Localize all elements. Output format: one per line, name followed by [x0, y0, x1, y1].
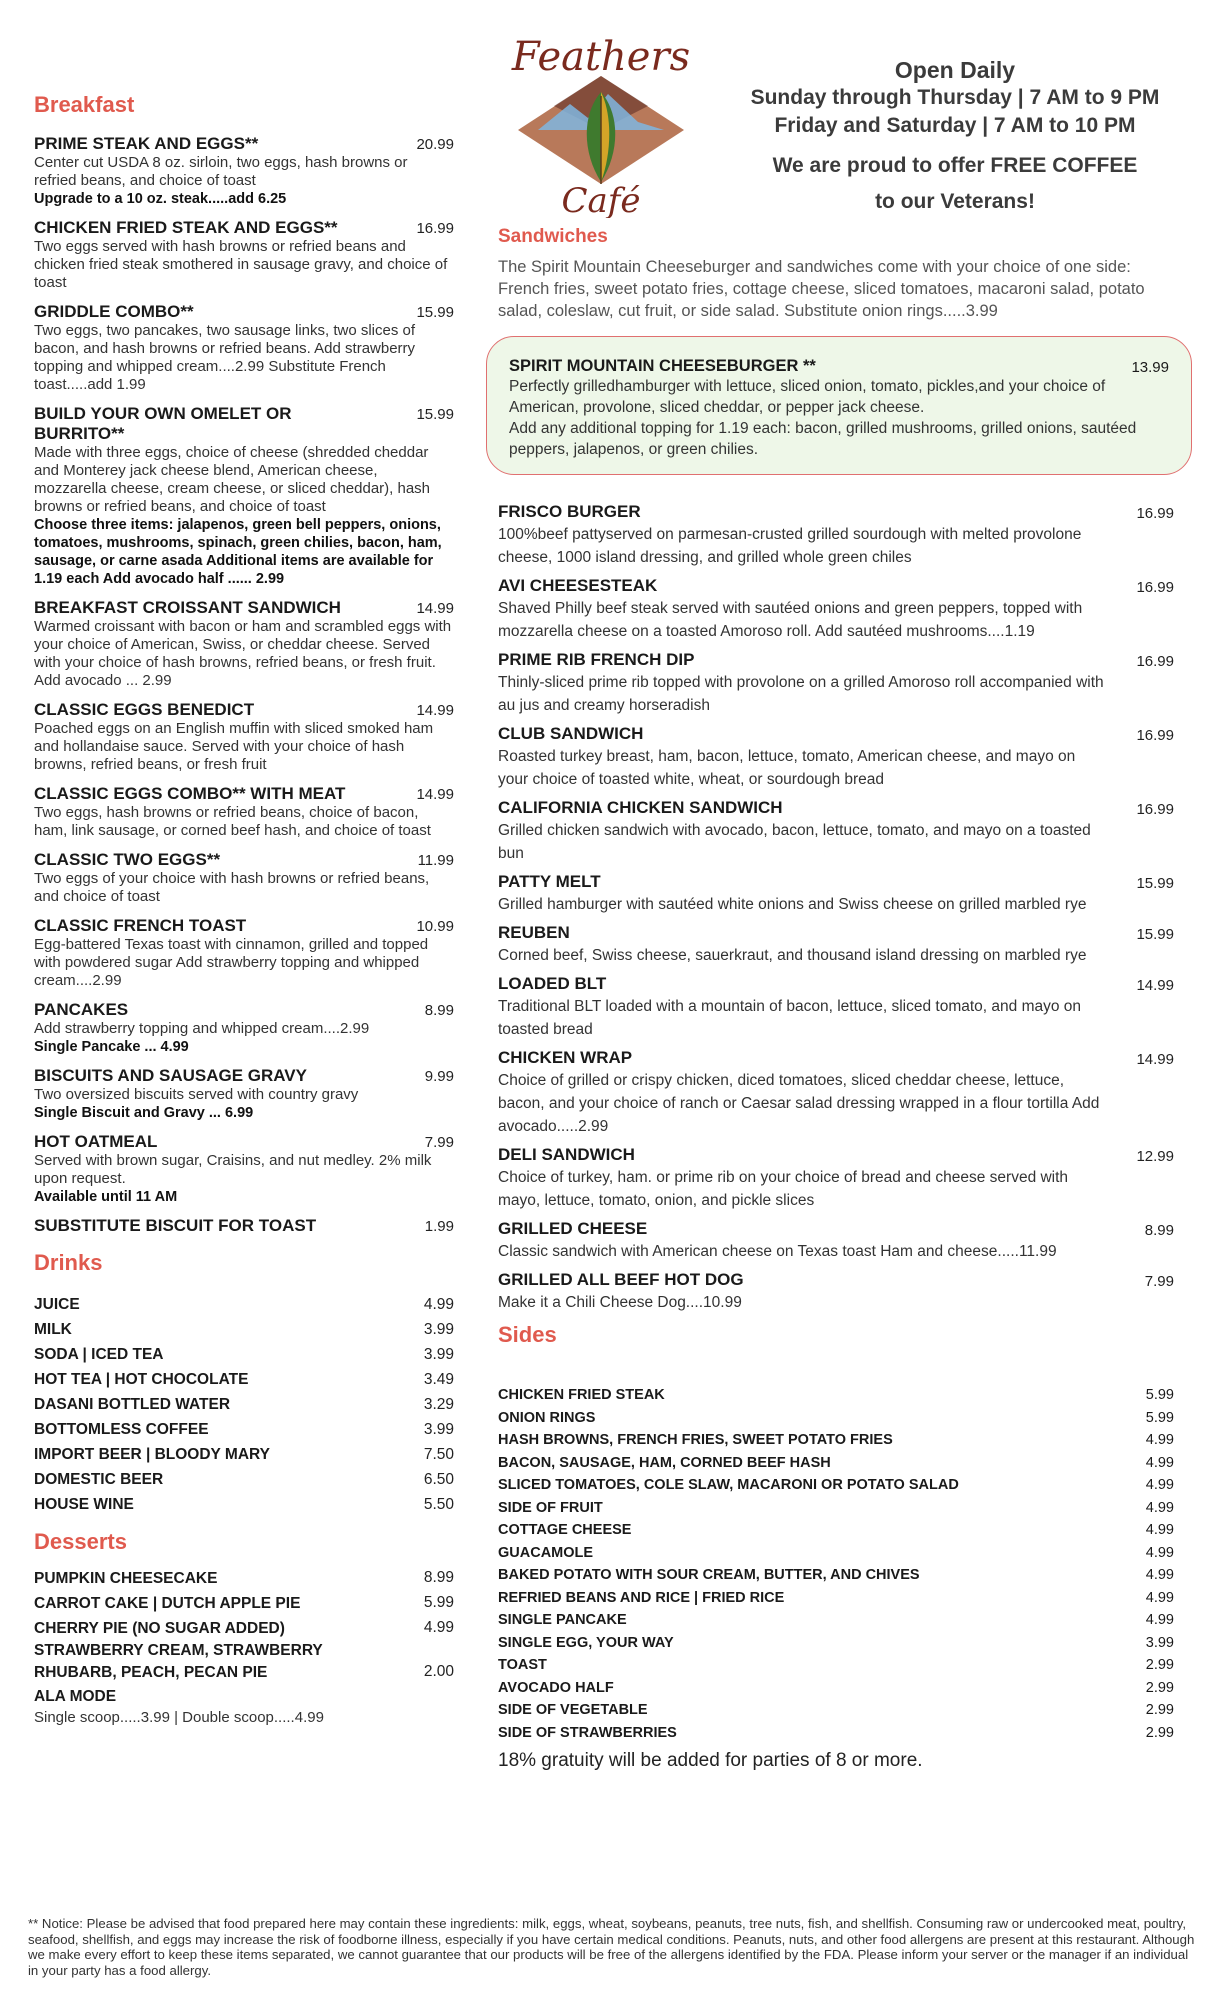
item-price: 16.99 [1136, 505, 1174, 522]
item-desc: Warmed croissant with bacon or ham and scrambled eggs with your choice of American, Swiss, or cheddar cheese. Served with your choice of hash browns, refried beans, or fresh fruit. Add avocado ... 2.99 [34, 618, 452, 689]
side-row [498, 1699, 1184, 1722]
item-desc: Egg-battered Texas toast with cinnamon, grilled and topped with powdered sugar Add strawberry topping and whipped cream....2.99 [34, 936, 429, 989]
drink-name: HOUSE WINE [34, 1496, 134, 1513]
side-row [498, 1564, 1184, 1587]
side-price: 2.99 [1145, 1657, 1174, 1673]
sides-list [498, 1384, 1184, 1744]
side-name: SIDE OF STRAWBERRIES [498, 1724, 677, 1741]
svg-text:Café: Café [561, 181, 641, 218]
drink-row [34, 1492, 454, 1517]
item-desc: Grilled hamburger with sautéed white onions and Swiss cheese on grilled marbled rye [498, 896, 1087, 913]
veterans-line-1: We are proud to offer FREE COFFEE [772, 154, 1138, 177]
side-price: 4.99 [1145, 1522, 1174, 1538]
drink-price: 6.50 [423, 1471, 454, 1488]
item-desc: Choice of turkey, ham. or prime rib on your choice of bread and cheese served with mayo, lettuce, tomato, onion, and pickle slices [498, 1169, 1069, 1209]
item-desc: Thinly-sliced prime rib topped with provolone on a grilled Amoroso roll accompanied with au jus and creamy horseradish [498, 674, 1104, 714]
menu-item [498, 1218, 1184, 1263]
allergen-notice: ** Notice: Please be advised that food prepared here may contain these ingredients: milk, eggs, wheat, soybeans, peanuts, tree nuts, fish, and shellfish. Consuming raw or undercooked meat, poultry, seafood, shellfish, and eggs may increase the risk of foodborne illness, especially if you have certain medical conditions. Peanuts, nuts, and other food allergens are present at this restaurant. Although we make every effort to keep these items separated, we cannot guarantee that our products will be free of the allergens identified by the FDA. Please inform your server or the manager if an individual in your party has a food allergy. [28, 1916, 1195, 1978]
side-price: 4.99 [1145, 1454, 1174, 1471]
dessert-price: 5.99 [423, 1594, 454, 1611]
item-price: 15.99 [1136, 926, 1174, 943]
side-price: 4.99 [1145, 1589, 1174, 1606]
menu-item [498, 1047, 1184, 1138]
side-name: REFRIED BEANS AND RICE | FRIED RICE [498, 1589, 785, 1606]
item-name: PATTY MELT [498, 872, 601, 891]
side-row [498, 1632, 1184, 1655]
side-price: 5.99 [1145, 1387, 1174, 1403]
item-desc: Two eggs served with hash browns or refried beans and chicken fried steak smothered in sausage gravy, and choice of toast [34, 238, 448, 291]
menu-item [498, 649, 1184, 717]
side-price: 5.99 [1145, 1409, 1174, 1426]
menu-item [34, 598, 454, 690]
drink-row [34, 1442, 454, 1467]
item-price: 15.99 [1136, 875, 1174, 892]
menu-item [498, 922, 1184, 967]
dessert-row [34, 1565, 454, 1590]
side-row [498, 1452, 1184, 1475]
drink-price: 3.99 [423, 1321, 454, 1338]
item-price: 16.99 [1136, 579, 1174, 596]
hours-line-1: Open Daily [894, 57, 1016, 83]
featured-desc-2: Add any additional topping for 1.19 each: bacon, grilled mushrooms, grilled onions, sautéed peppers, jalapenos, or green chilies. [509, 420, 1137, 458]
item-extra: Single Pancake ... 4.99 [34, 1039, 189, 1055]
item-price: 11.99 [417, 852, 454, 869]
item-desc: Poached eggs on an English muffin with sliced smoked ham and hollandaise sauce. Served with your choice of hash browns, refried beans, or fresh fruit [34, 720, 434, 773]
drink-price: 4.99 [423, 1296, 454, 1313]
item-price: 8.99 [424, 1002, 454, 1019]
right-column [498, 226, 1184, 1772]
item-name: GRILLED CHEESE [498, 1219, 648, 1238]
item-price: 8.99 [1144, 1222, 1174, 1239]
side-name: AVOCADO HALF [498, 1679, 614, 1696]
dessert-row [34, 1640, 454, 1684]
item-desc: Choice of grilled or crispy chicken, diced tomatoes, sliced cheddar cheese, lettuce, bacon, and your choice of ranch or Caesar salad dressing wrapped in a flour tortilla Add avocado.....2.99 [498, 1072, 1100, 1135]
menu-item [34, 1216, 454, 1236]
hours-block [716, 56, 1194, 220]
menu-item [34, 700, 454, 774]
drink-price: 5.50 [423, 1496, 454, 1513]
item-price: 15.99 [416, 406, 454, 423]
item-desc: Made with three eggs, choice of cheese (shredded cheddar and Monterey jack cheese blend, American cheese, mozzarella cheese, cream cheese, or sliced cheddar), hash browns or refried beans, and choice of toast [34, 444, 431, 515]
drink-name: IMPORT BEER | BLOODY MARY [34, 1446, 270, 1463]
item-price: 14.99 [416, 702, 454, 719]
side-price: 3.99 [1145, 1634, 1174, 1651]
veterans-line-2: to our Veterans! [875, 190, 1035, 213]
side-name: COTTAGE CHEESE [498, 1522, 632, 1538]
item-price: 14.99 [1136, 977, 1174, 994]
item-price: 14.99 [1136, 1051, 1174, 1068]
item-price: 14.99 [416, 786, 454, 803]
menu-item [34, 218, 454, 292]
side-price: 4.99 [1145, 1612, 1174, 1628]
item-name: BREAKFAST CROISSANT SANDWICH [34, 598, 341, 617]
dessert-name: CHERRY PIE (NO SUGAR ADDED) [34, 1620, 285, 1637]
dessert-row [34, 1615, 454, 1640]
dessert-name: PUMPKIN CHEESECAKE [34, 1570, 218, 1587]
drink-row [34, 1317, 454, 1342]
svg-text:Feathers: Feathers [511, 34, 691, 80]
hours-line-2: Sunday through Thursday | 7 AM to 9 PM [750, 86, 1160, 109]
item-price: 15.99 [416, 304, 454, 321]
menu-item [34, 404, 454, 588]
drink-name: DOMESTIC BEER [34, 1471, 164, 1488]
drink-row [34, 1392, 454, 1417]
item-name: CLASSIC EGGS COMBO** WITH MEAT [34, 784, 346, 803]
item-price: 16.99 [1136, 801, 1174, 818]
side-name: HASH BROWNS, FRENCH FRIES, SWEET POTATO FRIES [498, 1432, 893, 1448]
item-name: HOT OATMEAL [34, 1132, 158, 1151]
drink-name: MILK [34, 1321, 72, 1338]
left-column [34, 92, 454, 1727]
item-name: CALIFORNIA CHICKEN SANDWICH [498, 798, 783, 817]
item-name: GRIDDLE COMBO** [34, 302, 194, 321]
breakfast-list [34, 134, 454, 1236]
menu-item [34, 850, 454, 906]
drink-row [34, 1367, 454, 1392]
menu-item [498, 723, 1184, 791]
item-extra: Upgrade to a 10 oz. steak.....add 6.25 [34, 191, 287, 207]
side-name: SLICED TOMATOES, COLE SLAW, MACARONI OR POTATO SALAD [498, 1477, 959, 1493]
item-extra: Choose three items: jalapenos, green bell peppers, onions, tomatoes, mushrooms, spinach, green chilies, bacon, ham, sausage, or carne asada Additional items are available for 1.19 each Add avocado half ...... 2.99 [34, 517, 442, 587]
alamode-row [34, 1684, 454, 1709]
hours-line-3: Friday and Saturday | 7 AM to 10 PM [774, 114, 1136, 137]
side-name: GUACAMOLE [498, 1544, 594, 1561]
dessert-price: 2.00 [423, 1663, 454, 1680]
item-name: CLASSIC EGGS BENEDICT [34, 700, 255, 719]
item-extra: Available until 11 AM [34, 1189, 178, 1205]
item-desc: Served with brown sugar, Craisins, and nut medley. 2% milk upon request. [34, 1152, 432, 1187]
side-row [498, 1677, 1184, 1700]
side-name: SINGLE PANCAKE [498, 1612, 627, 1628]
side-price: 4.99 [1145, 1477, 1174, 1493]
item-name: CLASSIC FRENCH TOAST [34, 916, 247, 935]
menu-item [34, 302, 454, 394]
item-desc: Corned beef, Swiss cheese, sauerkraut, and thousand island dressing on marbled rye [498, 947, 1087, 964]
drink-price: 3.49 [423, 1371, 454, 1388]
breakfast-heading: Breakfast [34, 92, 135, 117]
side-row [498, 1587, 1184, 1610]
item-name: CHICKEN WRAP [498, 1048, 633, 1067]
side-row [498, 1429, 1184, 1452]
menu-item [34, 1132, 454, 1206]
side-name: SINGLE EGG, YOUR WAY [498, 1634, 674, 1651]
item-name: REUBEN [498, 923, 570, 942]
side-name: SIDE OF FRUIT [498, 1499, 603, 1516]
menu-item [34, 916, 454, 990]
side-row [498, 1609, 1184, 1632]
gratuity-note: 18% gratuity will be added for parties of 8 or more. [498, 1750, 923, 1771]
item-extra: Single Biscuit and Gravy ... 6.99 [34, 1105, 254, 1121]
side-price: 4.99 [1145, 1432, 1174, 1448]
side-row [498, 1384, 1184, 1407]
item-price: 12.99 [1136, 1148, 1174, 1165]
side-price: 2.99 [1145, 1679, 1174, 1696]
cafe-logo [508, 34, 694, 218]
item-price: 20.99 [416, 136, 454, 153]
item-desc: Two oversized biscuits served with country gravy [34, 1086, 359, 1103]
side-row [498, 1407, 1184, 1430]
item-price: 7.99 [1144, 1273, 1174, 1290]
item-desc: Two eggs, hash browns or refried beans, choice of bacon, ham, link sausage, or corned beef hash, and choice of toast [34, 804, 431, 839]
item-price: 16.99 [1136, 653, 1174, 670]
drink-name: HOT TEA | HOT CHOCOLATE [34, 1371, 249, 1388]
featured-cheeseburger [486, 336, 1192, 475]
item-desc: Classic sandwich with American cheese on Texas toast Ham and cheese.....11.99 [498, 1243, 1057, 1260]
item-name: SUBSTITUTE BISCUIT FOR TOAST [34, 1216, 317, 1235]
side-name: TOAST [498, 1657, 547, 1673]
alamode-desc: Single scoop.....3.99 | Double scoop.....4.99 [34, 1709, 324, 1726]
item-desc: Traditional BLT loaded with a mountain of bacon, lettuce, sliced tomato, and mayo on toasted bread [498, 998, 1082, 1038]
menu-item [34, 134, 454, 208]
item-desc: Add strawberry topping and whipped cream....2.99 [34, 1020, 370, 1037]
menu-item [498, 797, 1184, 865]
drink-price: 3.29 [423, 1396, 454, 1413]
menu-item [498, 1269, 1184, 1314]
item-name: PRIME RIB FRENCH DIP [498, 650, 695, 669]
drink-row [34, 1417, 454, 1442]
sides-heading: Sides [498, 1322, 557, 1347]
desserts-list [34, 1565, 454, 1684]
menu-item [34, 784, 454, 840]
sandwiches-intro: The Spirit Mountain Cheeseburger and sandwiches come with your choice of one side: French fries, sweet potato fries, cottage cheese, sliced tomatoes, macaroni salad, potato salad, coleslaw, cut fruit, or side salad. Substitute onion rings.....3.99 [498, 258, 1145, 320]
drink-price: 7.50 [423, 1446, 454, 1463]
item-price: 16.99 [1136, 727, 1174, 744]
side-row [498, 1542, 1184, 1565]
dessert-price: 4.99 [423, 1619, 454, 1636]
item-desc: Roasted turkey breast, ham, bacon, lettuce, tomato, American cheese, and mayo on your choice of toasted white, wheat, or sourdough bread [498, 748, 1076, 788]
drink-row [34, 1342, 454, 1367]
item-name: CLUB SANDWICH [498, 724, 644, 743]
item-name: DELI SANDWICH [498, 1145, 635, 1164]
featured-name: SPIRIT MOUNTAIN CHEESEBURGER ** [509, 357, 816, 375]
desserts-heading: Desserts [34, 1529, 127, 1554]
item-price: 16.99 [416, 220, 454, 237]
item-name: FRISCO BURGER [498, 502, 641, 521]
side-name: CHICKEN FRIED STEAK [498, 1387, 665, 1403]
featured-price: 13.99 [1131, 359, 1169, 376]
drink-name: DASANI BOTTLED WATER [34, 1396, 231, 1413]
featured-desc: Perfectly grilledhamburger with lettuce, sliced onion, tomato, pickles,and your choice of American, provolone, sliced cheddar, or pepper jack cheese. [509, 378, 1106, 416]
item-desc: Shaved Philly beef steak served with sautéed onions and green peppers, topped with mozzarella cheese on a toasted Amoroso roll. Add sautéed mushrooms....1.19 [498, 600, 1083, 640]
side-name: ONION RINGS [498, 1409, 596, 1426]
side-price: 2.99 [1145, 1702, 1174, 1718]
drink-row [34, 1467, 454, 1492]
side-row [498, 1519, 1184, 1542]
item-name: CLASSIC TWO EGGS** [34, 850, 221, 869]
item-desc: Two eggs of your choice with hash browns or refried beans, and choice of toast [34, 870, 430, 905]
side-name: SIDE OF VEGETABLE [498, 1702, 648, 1718]
item-name: GRILLED ALL BEEF HOT DOG [498, 1270, 744, 1289]
dessert-price: 8.99 [423, 1569, 454, 1586]
drinks-heading: Drinks [34, 1250, 103, 1275]
drink-name: JUICE [34, 1296, 80, 1313]
item-desc: Center cut USDA 8 oz. sirloin, two eggs, hash browns or refried beans, and choice of toast [34, 154, 408, 189]
drink-price: 3.99 [423, 1421, 454, 1438]
item-price: 7.99 [424, 1134, 454, 1151]
dessert-row [34, 1590, 454, 1615]
side-name: BAKED POTATO WITH SOUR CREAM, BUTTER, AND CHIVES [498, 1567, 920, 1583]
menu-item [498, 871, 1184, 916]
item-name: BUILD YOUR OWN OMELET OR BURRITO** [34, 404, 292, 443]
menu-item [498, 1144, 1184, 1212]
drink-name: BOTTOMLESS COFFEE [34, 1421, 209, 1438]
side-name: BACON, SAUSAGE, HAM, CORNED BEEF HASH [498, 1454, 831, 1471]
item-name: BISCUITS AND SAUSAGE GRAVY [34, 1066, 307, 1085]
side-price: 2.99 [1145, 1724, 1174, 1741]
menu-item [498, 575, 1184, 643]
drink-name: SODA | ICED TEA [34, 1346, 164, 1363]
drinks-list [34, 1292, 454, 1517]
feather-logo-icon [508, 34, 694, 218]
menu-item [498, 973, 1184, 1041]
side-price: 4.99 [1145, 1567, 1174, 1583]
sandwich-list [498, 501, 1184, 1314]
side-row [498, 1654, 1184, 1677]
side-row [498, 1497, 1184, 1520]
dessert-name: CARROT CAKE | DUTCH APPLE PIE [34, 1595, 301, 1612]
side-row [498, 1474, 1184, 1497]
item-name: PRIME STEAK AND EGGS** [34, 134, 259, 153]
item-name: PANCAKES [34, 1000, 129, 1019]
side-row [498, 1722, 1184, 1745]
item-desc: Make it a Chili Cheese Dog....10.99 [498, 1294, 742, 1311]
item-price: 1.99 [424, 1218, 454, 1235]
drink-row [34, 1292, 454, 1317]
side-price: 4.99 [1145, 1499, 1174, 1516]
item-price: 10.99 [416, 918, 454, 935]
menu-item [34, 1066, 454, 1122]
menu-item [498, 501, 1184, 569]
item-name: CHICKEN FRIED STEAK AND EGGS** [34, 218, 338, 237]
item-name: LOADED BLT [498, 974, 607, 993]
drink-price: 3.99 [423, 1346, 454, 1363]
sandwiches-heading: Sandwiches [498, 226, 608, 247]
item-desc: Two eggs, two pancakes, two sausage links, two slices of bacon, and hash browns or refried beans. Add strawberry topping and whipped cream....2.99 Substitute French toast.....add 1.99 [34, 322, 416, 393]
menu-item [34, 1000, 454, 1056]
alamode-name: ALA MODE [34, 1688, 117, 1705]
item-desc: Grilled chicken sandwich with avocado, bacon, lettuce, tomato, and mayo on a toasted bun [498, 822, 1091, 862]
side-price: 4.99 [1145, 1544, 1174, 1561]
item-name: AVI CHEESESTEAK [498, 576, 658, 595]
item-desc: 100%beef pattyserved on parmesan-crusted grilled sourdough with melted provolone cheese, 1000 island dressing, and grilled whole green chiles [498, 526, 1082, 566]
item-price: 9.99 [424, 1068, 454, 1085]
dessert-name: STRAWBERRY CREAM, STRAWBERRY RHUBARB, PEACH, PECAN PIE [34, 1642, 323, 1681]
item-price: 14.99 [416, 600, 454, 617]
